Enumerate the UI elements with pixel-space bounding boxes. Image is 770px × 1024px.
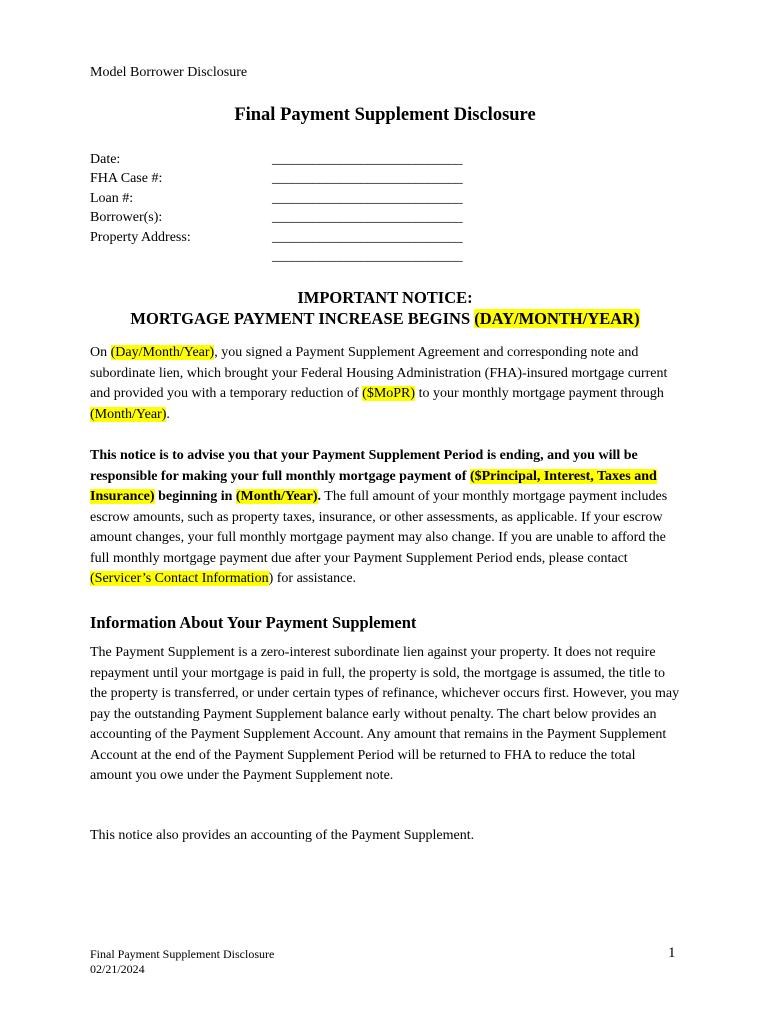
notice-date-placeholder: (DAY/MONTH/YEAR): [474, 309, 640, 328]
accounting-paragraph: This notice also provides an accounting of the Payment Supplement.: [90, 828, 475, 843]
footer-date: 02/21/2024: [90, 962, 145, 976]
field-row-property-address-2: [90, 247, 490, 266]
field-label-fha-case: FHA Case #:: [90, 171, 163, 187]
field-blank-date: ____________________________: [272, 152, 463, 167]
advisory-text-1: The full amount of your monthly mortgage payment includes escrow amounts, such as property taxes, insurance, or other assessments, as applicable. If your escrow amount changes, your full monthly mortgage payment may also change. If you are unable to afford the full monthly mortgage payment due after your Payment Supplement Period ends, please contact: [90, 489, 668, 566]
field-row-fha-case: [90, 169, 490, 188]
advisory-text-2: ) for assistance.: [268, 571, 357, 586]
important-notice: [0, 287, 770, 329]
field-row-date: [90, 150, 490, 169]
intro-text-3: to your monthly mortgage payment through: [415, 386, 664, 401]
field-blank-loan: ____________________________: [272, 190, 463, 206]
field-row-borrowers: [90, 208, 490, 227]
supplement-info-paragraph: The Payment Supplement is a zero-interest subordinate lien against your property. It does not require repayment until your mortgage is paid in full, the property is sold, the mortgage is assumed, the title to the property is transferred, or under certain types of refinance, whichever occurs first. However, you may pay the outstanding Payment Supplement balance early without penalty. The chart below provides an accounting of the Payment Supplement Account. Any amount that remains in the Payment Supplement Account at the end of the Payment Supplement Period will be returned to FHA to reduce the total amount you owe under the Payment Supplement note.: [90, 645, 680, 783]
intro-text-1: On: [90, 345, 111, 360]
placeholder-piti: ($Principal, Interest, Taxes and Insurance): [90, 468, 657, 504]
info-fields: [90, 150, 490, 266]
advisory-paragraph: [90, 446, 680, 590]
footer-title: Final Payment Supplement Disclosure: [90, 947, 275, 961]
intro-text-2: , you signed a Payment Supplement Agreement and corresponding note and subordinate lien, which brought your Federal Housing Administration (FHA)-insured mortgage current and provided you with a temporary reduction of: [90, 345, 668, 401]
advisory-bold-3: .: [317, 489, 322, 504]
placeholder-mopr: ($MoPR): [362, 386, 416, 401]
advisory-bold-1: This notice is to advise you that your Payment Supplement Period is ending, and you will be responsible for making your full monthly mortgage payment of: [90, 448, 638, 484]
field-row-property-address: [90, 228, 490, 247]
field-label-property-address: Property Address:: [90, 229, 191, 245]
placeholder-begin-month-year: (Month/Year): [235, 489, 318, 504]
notice-subheading: [0, 308, 770, 329]
notice-heading: IMPORTANT NOTICE:: [297, 288, 473, 307]
section-heading: Information About Your Payment Supplement: [90, 613, 417, 632]
intro-paragraph: [90, 343, 680, 425]
placeholder-month-year: (Month/Year): [90, 406, 167, 422]
header-label: Model Borrower Disclosure: [90, 65, 248, 80]
field-blank-borrowers: ____________________________: [272, 210, 463, 226]
field-row-loan: [90, 189, 490, 208]
intro-text-4: .: [166, 406, 170, 422]
page-number: 1: [668, 945, 676, 961]
field-label-date: Date:: [90, 152, 121, 167]
footer: [90, 947, 274, 977]
field-label-borrowers: Borrower(s):: [90, 210, 163, 226]
field-blank-property-address-2: ____________________________: [272, 248, 463, 264]
placeholder-agreement-date: (Day/Month/Year): [110, 345, 215, 360]
field-blank-property-address: ____________________________: [272, 229, 463, 245]
placeholder-servicer-contact: (Servicer’s Contact Information: [90, 571, 269, 586]
field-blank-fha-case: ____________________________: [272, 171, 463, 187]
field-label-loan: Loan #:: [90, 190, 134, 206]
advisory-bold-2: beginning in: [154, 489, 236, 504]
notice-subheading-text: MORTGAGE PAYMENT INCREASE BEGINS: [130, 309, 475, 328]
document-title: Final Payment Supplement Disclosure: [234, 105, 536, 125]
